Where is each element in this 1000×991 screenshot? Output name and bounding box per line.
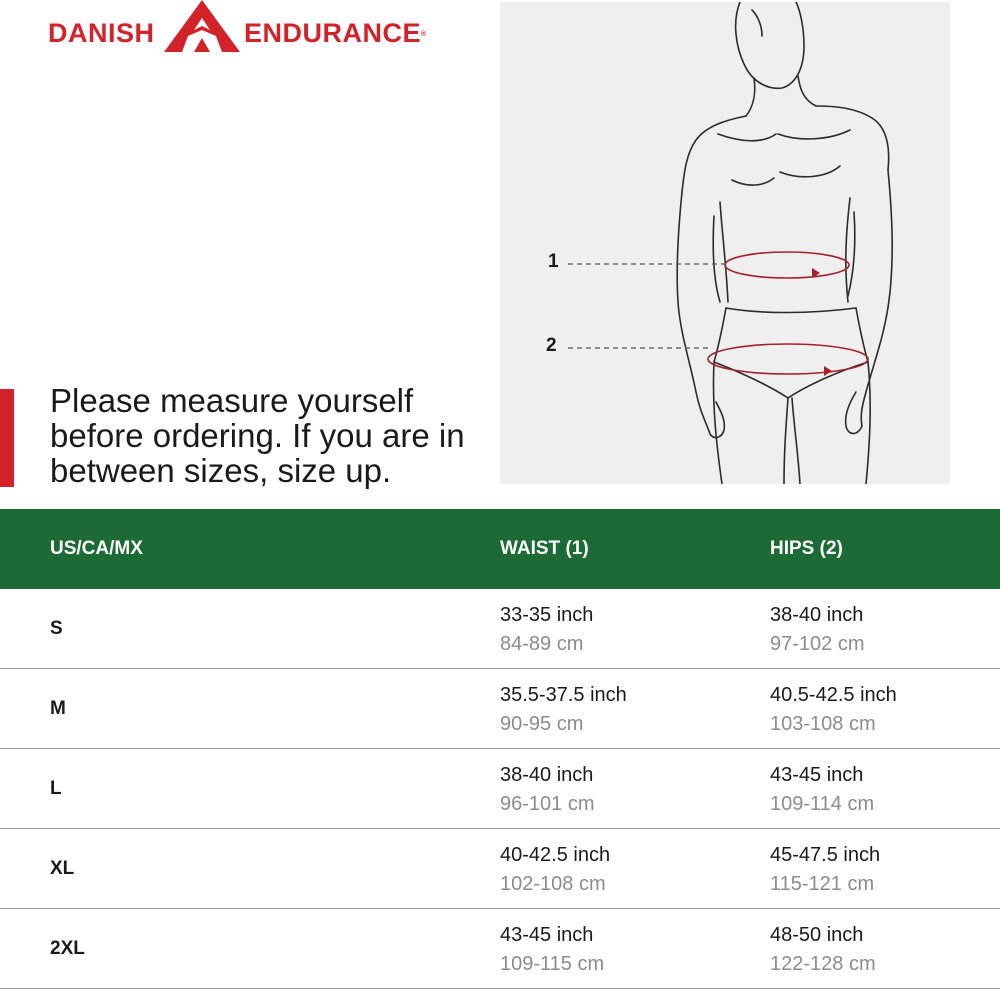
hips-inch: 48-50 inch [770, 924, 864, 946]
hips-cm: 122-128 cm [770, 953, 876, 975]
size-label: M [50, 698, 66, 719]
hips-cell [770, 761, 874, 819]
hips-inch: 40.5-42.5 inch [770, 684, 897, 706]
size-label: S [50, 618, 63, 639]
header-waist: WAIST (1) [500, 538, 589, 559]
hips-cell [770, 841, 880, 899]
waist-cell [500, 601, 593, 659]
table-row [0, 749, 1000, 829]
registered-mark: ® [421, 31, 427, 38]
waist-inch: 33-35 inch [500, 604, 594, 626]
hips-cm: 97-102 cm [770, 633, 865, 655]
waist-cell [500, 921, 604, 979]
hips-cm: 109-114 cm [770, 793, 875, 815]
waist-cm: 84-89 cm [500, 633, 584, 655]
accent-bar [0, 389, 14, 487]
waist-cm: 102-108 cm [500, 873, 606, 895]
hips-cell [770, 921, 876, 979]
waist-inch: 40-42.5 inch [500, 844, 611, 866]
waist-marker-label: 1 [548, 251, 559, 272]
size-label: 2XL [50, 938, 85, 959]
table-row [0, 909, 1000, 989]
hips-inch: 45-47.5 inch [770, 844, 881, 866]
waist-cm: 90-95 cm [500, 713, 584, 735]
waist-cm: 96-101 cm [500, 793, 595, 815]
size-label: L [50, 778, 62, 799]
brand-name-right: ENDURANCE® [244, 18, 427, 48]
brand-logo [48, 0, 438, 58]
waist-cm: 109-115 cm [500, 953, 605, 975]
hips-cm: 115-121 cm [770, 873, 875, 895]
waist-cell [500, 761, 595, 819]
waist-inch: 35.5-37.5 inch [500, 684, 627, 706]
hips-cell [770, 601, 865, 659]
hips-inch: 43-45 inch [770, 764, 864, 786]
waist-inch: 38-40 inch [500, 764, 594, 786]
hips-inch: 38-40 inch [770, 604, 864, 626]
table-row [0, 669, 1000, 749]
hips-cm: 103-108 cm [770, 713, 876, 735]
body-outline-illustration [500, 2, 950, 484]
waist-cell [500, 681, 627, 739]
table-header [0, 509, 1000, 589]
table-row [0, 589, 1000, 669]
hips-marker-label: 2 [546, 335, 557, 356]
size-chart-table [0, 509, 1000, 989]
waist-inch: 43-45 inch [500, 924, 594, 946]
hips-cell [770, 681, 897, 739]
header-region: US/CA/MX [50, 538, 143, 559]
measurement-figure [500, 2, 950, 484]
measure-instructions: Please measure yourself before ordering. If you are in between sizes, size up. [50, 382, 465, 489]
size-label: XL [50, 858, 75, 879]
waist-cell [500, 841, 610, 899]
brand-mountain-icon [164, 0, 240, 56]
header-hips: HIPS (2) [770, 538, 843, 559]
brand-name-left: DANISH [48, 18, 155, 48]
table-row [0, 829, 1000, 909]
